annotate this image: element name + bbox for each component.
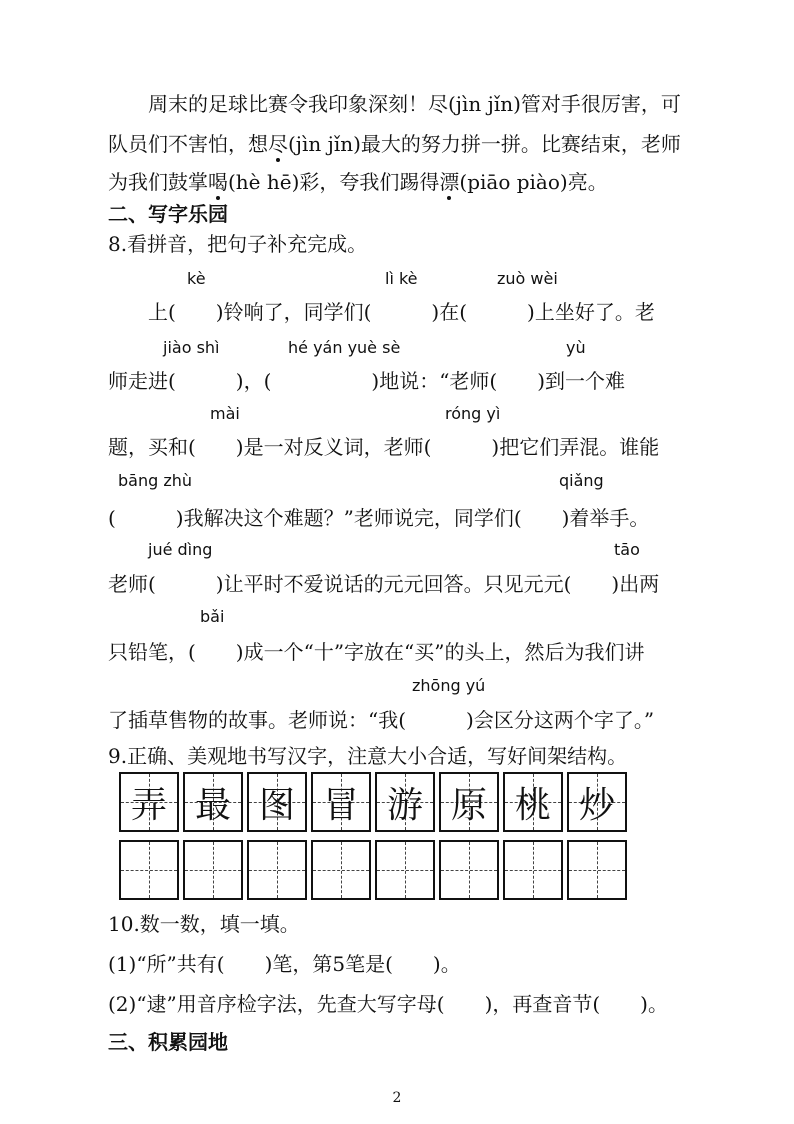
q10-item-2: (2)“逮”用音序检字法，先查大写字母( )，再查音节( )。 — [108, 992, 668, 1016]
pinyin: jué dìng — [148, 540, 213, 559]
pinyin: jiào shì — [163, 338, 220, 357]
model-char: 桃 — [514, 784, 551, 826]
q8-line-3: 题，买和( )是一对反义词，老师( )把它们弄混。谁能 — [108, 435, 660, 459]
passage-line-3c: (piāo piào)亮。 — [459, 170, 608, 194]
char-box — [439, 772, 499, 832]
passage-line-2a: 队员们不害怕，想 — [108, 132, 268, 156]
pinyin: róng yì — [445, 404, 501, 423]
model-char-grid — [119, 772, 627, 832]
pinyin: bǎi — [200, 607, 225, 626]
writing-box[interactable] — [119, 840, 179, 900]
pinyin: qiǎng — [559, 471, 604, 490]
q9-title: 9.正确、美观地书写汉字，注意大小合适，写好间架结构。 — [108, 744, 628, 768]
char-box — [311, 772, 371, 832]
model-char: 弄 — [130, 784, 167, 826]
q8-line-4: ( )我解决这个难题？”老师说完，同学们( )着举手。 — [108, 506, 650, 530]
char-box — [119, 772, 179, 832]
passage-line-3 — [108, 170, 608, 194]
char-box — [503, 772, 563, 832]
q8-line-7: 了插草售物的故事。老师说：“我( )会区分这两个字了。” — [108, 708, 655, 732]
char-box — [247, 772, 307, 832]
model-char: 原 — [450, 784, 487, 826]
page-number: 2 — [392, 1090, 402, 1106]
q10-title: 10.数一数，填一填。 — [108, 912, 300, 936]
pinyin: lì kè — [385, 269, 418, 288]
passage-line-3b: (hè hē)彩，夸我们踢得 — [228, 170, 440, 194]
char-box — [183, 772, 243, 832]
writing-box[interactable] — [375, 840, 435, 900]
section-3-title: 三、积累园地 — [108, 1030, 228, 1054]
q8-line-5: 老师( )让平时不爱说话的元元回答。只见元元( )出两 — [108, 572, 660, 596]
passage-line-2b: (jìn jǐn)最大的努力拼一拼。比赛结束，老师 — [288, 132, 681, 156]
writing-box[interactable] — [247, 840, 307, 900]
model-char: 图 — [258, 784, 295, 826]
pinyin: yù — [566, 338, 586, 357]
char-box — [375, 772, 435, 832]
q8-line-1: 上( )铃响了，同学们( )在( )上坐好了。老 — [148, 300, 655, 324]
writing-box[interactable] — [311, 840, 371, 900]
q8-line-6: 只铅笔，( )成一个“十”字放在“买”的头上，然后为我们讲 — [108, 640, 645, 664]
char-box — [567, 772, 627, 832]
section-2-title: 二、写字乐园 — [108, 202, 228, 226]
dotted-char: 漂 — [439, 170, 460, 194]
model-char: 炒 — [578, 784, 615, 826]
model-char: 冒 — [322, 784, 359, 826]
passage-line-3a: 为我们鼓掌 — [108, 170, 208, 194]
q8-line-2: 师走进( )，( )地说：“老师( )到一个难 — [108, 369, 626, 393]
passage-line-1: 周末的足球比赛令我印象深刻！尽(jìn jǐn)管对手很厉害，可 — [148, 92, 681, 116]
writing-box[interactable] — [567, 840, 627, 900]
pinyin: bāng zhù — [118, 471, 193, 490]
writing-box[interactable] — [183, 840, 243, 900]
pinyin: tāo — [614, 540, 640, 559]
model-char: 最 — [194, 784, 231, 826]
model-char: 游 — [386, 784, 423, 826]
pinyin: zuò wèi — [497, 269, 558, 288]
writing-box[interactable] — [503, 840, 563, 900]
pinyin: hé yán yuè sè — [288, 338, 401, 357]
writing-grid — [119, 840, 627, 900]
q10-item-1: (1)“所”共有( )笔，第5笔是( )。 — [108, 952, 461, 976]
pinyin: zhōng yú — [412, 676, 486, 695]
dotted-char: 喝 — [208, 170, 228, 194]
q8-title: 8.看拼音，把句子补充完成。 — [108, 232, 368, 256]
passage-line-2 — [108, 132, 681, 156]
pinyin: mài — [210, 404, 240, 423]
writing-box[interactable] — [439, 840, 499, 900]
pinyin: kè — [187, 269, 206, 288]
dotted-char: 尽 — [268, 132, 288, 156]
